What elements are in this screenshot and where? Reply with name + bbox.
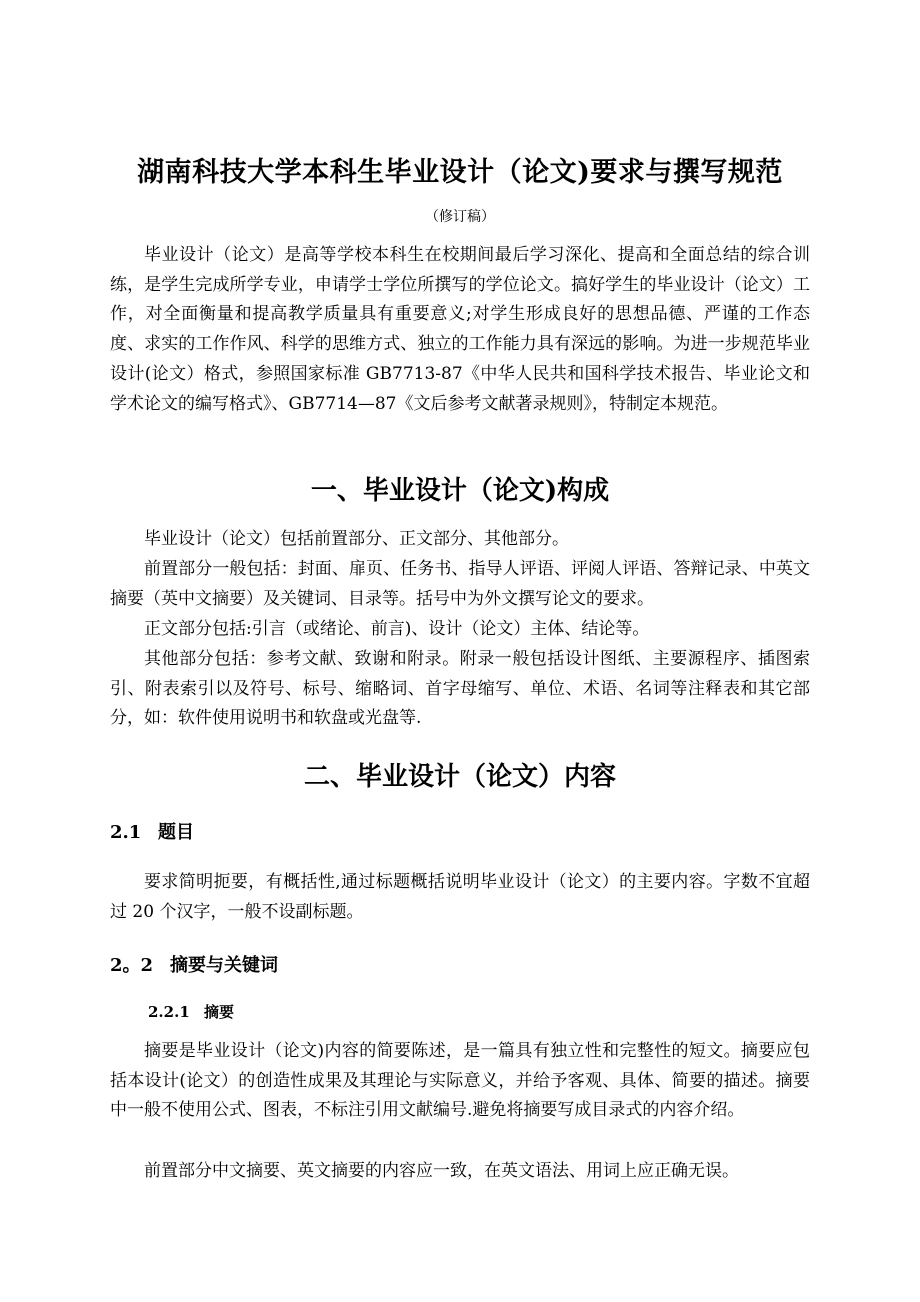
- document-title: 湖南科技大学本科生毕业设计（论文)要求与撰写规范: [137, 157, 783, 188]
- composition-paragraph: 前置部分一般包括：封面、扉页、任务书、指导人评语、评阅人评语、答辩记录、中英文摘要（英中文摘要）及关键词、目录等。括号中为外文撰写论文的要求。: [110, 559, 810, 609]
- subsection-number: 2.1: [110, 822, 142, 843]
- composition-paragraph: 正文部分包括:引言（或绪论、前言)、设计（论文）主体、结论等。: [144, 619, 650, 639]
- subsection-heading: [110, 951, 278, 977]
- section-heading-content: 二、毕业设计（论文）内容: [303, 762, 616, 792]
- document-subtitle: （修订稿）: [425, 209, 495, 225]
- subsubsection-heading: [148, 1001, 234, 1022]
- subsection-number: 2。2: [110, 955, 154, 976]
- composition-paragraph: 毕业设计（论文）包括前置部分、正文部分、其他部分。: [144, 529, 569, 549]
- abstract-paragraph: 前置部分中文摘要、英文摘要的内容应一致，在英文语法、用词上应正确无误。: [144, 1161, 739, 1181]
- intro-paragraph: 毕业设计（论文）是高等学校本科生在校期间最后学习深化、提高和全面总结的综合训练，是学生完成所学专业，申请学士学位所撰写的学位论文。搞好学生的毕业设计（论文）工作，对全面衡量和提高教学质量具有重要意义;对学生形成良好的思想品德、严谨的工作态度、求实的工作作风、科学的思维方式、独立的工作能力具有深远的影响。为进一步规范毕业设计(论文）格式，参照国家标准 GB7713-87《中华人民共和国科学技术报告、毕业论文和学术论文的编写格式》、GB7714—87《文后参考文献著录规则》，特制定本规范。: [110, 245, 810, 414]
- subsection-heading: [110, 818, 194, 844]
- subsection-title: 摘要与关键词: [170, 955, 278, 976]
- subsection-title: 题目: [158, 822, 194, 843]
- composition-paragraph: 其他部分包括：参考文献、致谢和附录。附录一般包括设计图纸、主要源程序、插图索引、附表索引以及符号、标号、缩略词、首字母缩写、单位、术语、名词等注释表和其它部分，如：软件使用说明书和软盘或光盘等.: [110, 649, 810, 729]
- title-paragraph: 要求简明扼要，有概括性,通过标题概括说明毕业设计（论文）的主要内容。字数不宜超过 20 个汉字，一般不设副标题。: [110, 872, 810, 922]
- subsubsection-title: 摘要: [204, 1003, 235, 1021]
- subsubsection-number: 2.2.1: [148, 1003, 190, 1021]
- section-heading-composition: 一、毕业设计（论文)构成: [310, 476, 610, 506]
- abstract-paragraph: 摘要是毕业设计（论文)内容的简要陈述，是一篇具有独立性和完整性的短文。摘要应包括本设计(论文）的创造性成果及其理论与实际意义，并给予客观、具体、简要的描述。摘要中一般不使用公式、图表，不标注引用文献编号.避免将摘要写成目录式的内容介绍。: [110, 1041, 810, 1121]
